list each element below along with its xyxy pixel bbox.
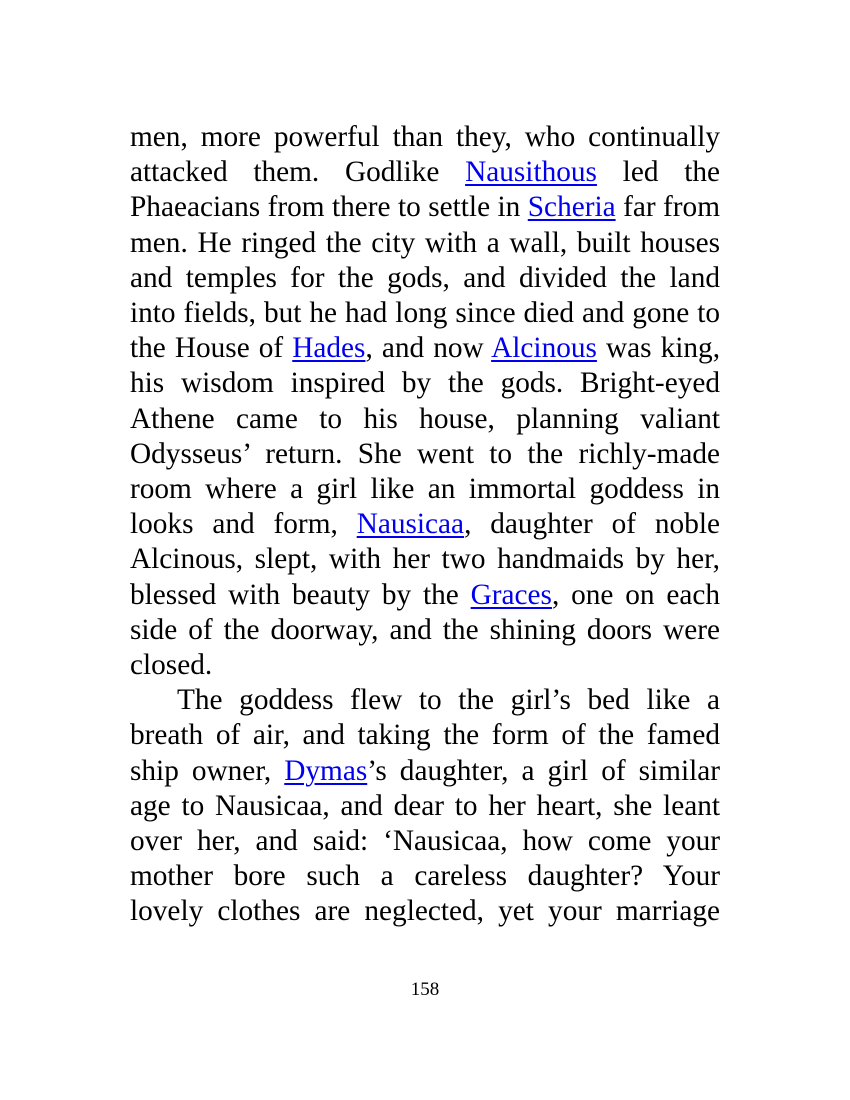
text-segment: , and now <box>365 332 492 365</box>
text-segment: men, more powerful than they, who continually attacked them. Godlike <box>130 121 720 189</box>
text-segment: , one on each side of the doorway, and the shining doors were closed. <box>130 578 720 682</box>
text-segment: , daughter of noble Alcinous, slept, with her two handmaids by her, blessed with beauty by the <box>130 508 720 611</box>
text-segment: The goddess flew to the girl’s bed like a breath of air, and taking the form of the famed ship owner, <box>130 684 720 787</box>
text-segment: led the Phaeacians from there to settle in <box>130 156 720 224</box>
text-segment: was king, his wisdom inspired by the gods. Bright-eyed Athene came to his house, planning valiant Odysseus’ return. She went to the richly-made room where a girl like an immortal goddess in looks and form, <box>130 332 721 541</box>
paragraph-2 <box>130 683 720 929</box>
paragraph-1 <box>130 120 720 683</box>
text-segment: far from men. He ringed the city with a wall, built houses and temples for the gods, and divided the land into fields, but he had long since died and gone to the House of <box>130 191 720 365</box>
text-segment: ’s daughter, a girl of similar age to Nausicaa, and dear to her heart, she leant over her, and said: ‘Nausicaa, how come your mother bore such a careless daughter? Your lovely clothes are neglected, yet your marriage <box>130 754 720 928</box>
link-scheria[interactable]: Scheria <box>527 191 616 224</box>
page-number: 158 <box>410 979 440 1000</box>
link-nausicaa[interactable]: Nausicaa <box>356 508 465 541</box>
link-nausithous[interactable]: Nausithous <box>465 156 597 189</box>
link-alcinous[interactable]: Alcinous <box>491 332 597 365</box>
body-text <box>130 120 720 930</box>
link-hades[interactable]: Hades <box>292 332 366 365</box>
link-graces[interactable]: Graces <box>470 578 552 611</box>
link-dymas[interactable]: Dymas <box>284 754 368 787</box>
